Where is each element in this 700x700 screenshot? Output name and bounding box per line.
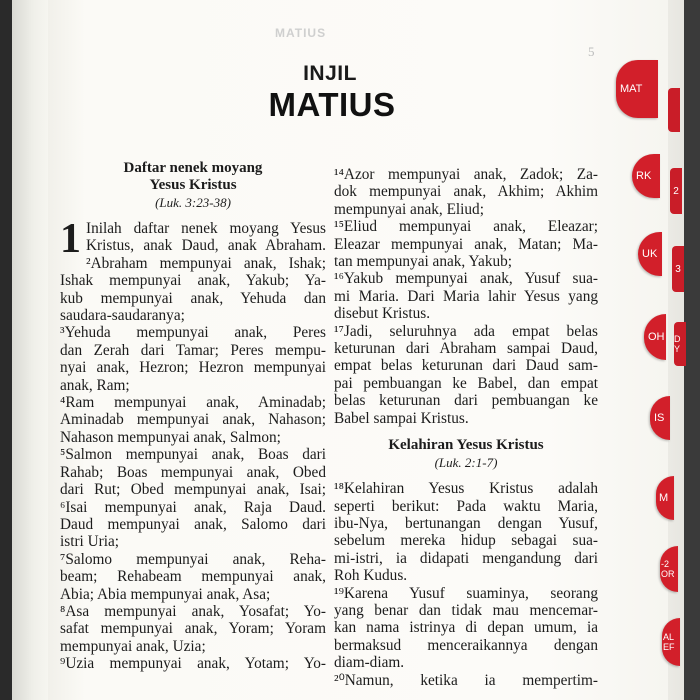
verse-line: dok mempunyai anak, Akhim; Akhim — [334, 183, 598, 201]
verse-line: kub mempunyai anak, Yehuda dan — [60, 289, 326, 307]
thumb-tab-2kor[interactable]: -2 OR — [660, 546, 678, 592]
verse-line: Babel sampai Kristus. — [334, 409, 469, 427]
page-number: 5 — [588, 44, 595, 59]
left-column — [60, 160, 326, 673]
verse-line: diam-diam. — [334, 654, 405, 672]
thumb-tab-yoh[interactable]: OH — [644, 314, 666, 360]
verse-line: Kristus, anak Daud, anak Abraham. — [86, 237, 326, 255]
verse-line: ⁹Uzia mempunyai anak, Yotam; Yo- — [60, 655, 326, 673]
verse-line: pai pembuangan ke Babel, dan empat — [334, 374, 598, 392]
thumb-tab-inner[interactable]: 3 — [672, 246, 684, 292]
verse-line: ⁷Salomo mempunyai anak, Reha- — [60, 550, 326, 568]
thumb-tab-rom[interactable]: M — [656, 476, 674, 520]
background-shadow — [0, 0, 12, 700]
verse-line: Aminadab mempunyai anak, Nahason; — [60, 411, 326, 429]
thumb-tab-kis[interactable]: IS — [650, 396, 670, 440]
verse-line: sebelum mereka hidup sebagai sua- — [334, 532, 598, 550]
section-heading: Daftar nenek moyang — [123, 160, 263, 176]
section-heading: Kelahiran Yesus Kristus — [388, 437, 544, 454]
verse-line: yang benar dan tidak mau mencemar- — [334, 601, 598, 619]
verse-line: ⁴Ram mempunyai anak, Aminadab; — [60, 394, 326, 412]
verse-line: empat belas keturunan dari Daud sam- — [334, 357, 598, 375]
verse-line: dari Rut; Obed mempunyai anak, Isai; — [60, 481, 326, 499]
verse-line: ³Yehuda mempunyai anak, Peres — [60, 324, 326, 342]
verse-line: ¹⁷Jadi, seluruhnya ada empat belas — [334, 322, 598, 340]
cross-reference: (Luk. 2:1-7) — [434, 455, 498, 471]
verse-line: Inilah daftar nenek moyang Yesus — [86, 220, 326, 237]
verse-text — [60, 216, 326, 673]
verse-line: istri Uria; — [60, 533, 120, 551]
cross-reference: (Luk. 3:23-38) — [155, 195, 231, 210]
verse-line: Eleazar mempunyai anak, Matan; Ma- — [334, 235, 598, 253]
verse-line: mi Maria. Dari Maria lahir Yesus yang — [334, 287, 598, 305]
verse-line: beam; Rehabeam mempunyai anak, — [60, 568, 326, 586]
book-title-top: INJIL — [303, 62, 357, 85]
verse-line: bermaksud menceraikannya dengan — [334, 636, 598, 654]
verse-line: keturunan dari Abraham sampai Daud, — [334, 340, 598, 358]
verse-line: belas keturunan dari pembuangan ke — [334, 392, 598, 410]
thumb-tab-galef[interactable]: AL EF — [662, 618, 680, 666]
verse-line: kan nama istrinya di depan umum, ia — [334, 619, 598, 637]
thumb-tab-inner[interactable]: D Y — [674, 322, 686, 366]
cover-shadow — [684, 0, 700, 700]
book-title-main: MATIUS — [268, 86, 396, 123]
verse-line: anak, Ram; — [60, 376, 130, 394]
verse-line: safat mempunyai anak, Yoram; Yoram — [60, 620, 326, 638]
verse-line: ⁸Asa mempunyai anak, Yosafat; Yo- — [60, 602, 326, 620]
section-heading-2: Yesus Kristus — [149, 177, 237, 193]
verse-line: mempunyai anak, Eliud; — [334, 200, 484, 218]
verse-line: ²Abraham mempunyai anak, Ishak; — [86, 254, 326, 272]
verse-line: ¹⁴Azor mempunyai anak, Zadok; Za- — [334, 166, 598, 183]
verse-line: mi-istri, ia didapati mengandung dari — [334, 549, 598, 567]
verse-line: dan Zerah dari Tamar; Peres mempu- — [60, 341, 326, 359]
verse-line: Daud mempunyai anak, Salomo dari — [60, 515, 326, 533]
verse-line: ¹⁶Yakub mempunyai anak, Yusuf sua- — [334, 270, 598, 288]
verse-line: ¹⁹Karena Yusuf suaminya, seorang — [334, 584, 598, 602]
left-page-edge — [12, 0, 50, 700]
verse-line: Nahason mempunyai anak, Salmon; — [60, 428, 281, 446]
chapter-number: 1 — [60, 216, 81, 262]
verse-line: saudara-saudaranya; — [60, 307, 185, 325]
right-column — [334, 166, 598, 689]
verse-line: Ishak mempunyai anak, Yakub; Ya- — [60, 272, 326, 290]
verse-line: ibu-Nya, bertunangan dengan Yusuf, — [334, 514, 598, 532]
running-head: MATIUS — [275, 26, 327, 40]
verse-line: seperti berikut: Pada waktu Maria, — [334, 497, 598, 515]
verse-line: nyai anak, Hezron; Hezron mempunyai — [60, 359, 326, 377]
verse-line: tan mempunyai anak, Yakub; — [334, 253, 513, 271]
verse-line: Roh Kudus. — [334, 567, 408, 585]
thumb-tab-inner[interactable]: 2 — [670, 168, 682, 214]
verse-line: ¹⁸Kelahiran Yesus Kristus adalah — [334, 480, 598, 498]
verse-line: ⁶Isai mempunyai anak, Raja Daud. — [60, 498, 326, 516]
thumb-tab-mrk[interactable]: RK — [632, 154, 660, 198]
verse-line: disebut Kristus. — [334, 305, 431, 323]
thumb-tab-mat[interactable]: MAT — [616, 60, 658, 118]
verse-line: ⁵Salmon mempunyai anak, Boas dari — [60, 446, 326, 464]
verse-line: Rahab; Boas mempunyai anak, Obed — [60, 463, 326, 481]
thumb-tab-luk[interactable]: UK — [638, 232, 662, 276]
verse-line: ¹⁵Eliud mempunyai anak, Eleazar; — [334, 218, 598, 236]
thumb-tab-inner[interactable] — [668, 88, 680, 132]
verse-line: mempunyai anak, Uzia; — [60, 637, 206, 655]
verse-line: Abia; Abia mempunyai anak, Asa; — [60, 585, 271, 603]
verse-line: ²⁰Namun, ketika ia mempertim- — [334, 671, 598, 689]
